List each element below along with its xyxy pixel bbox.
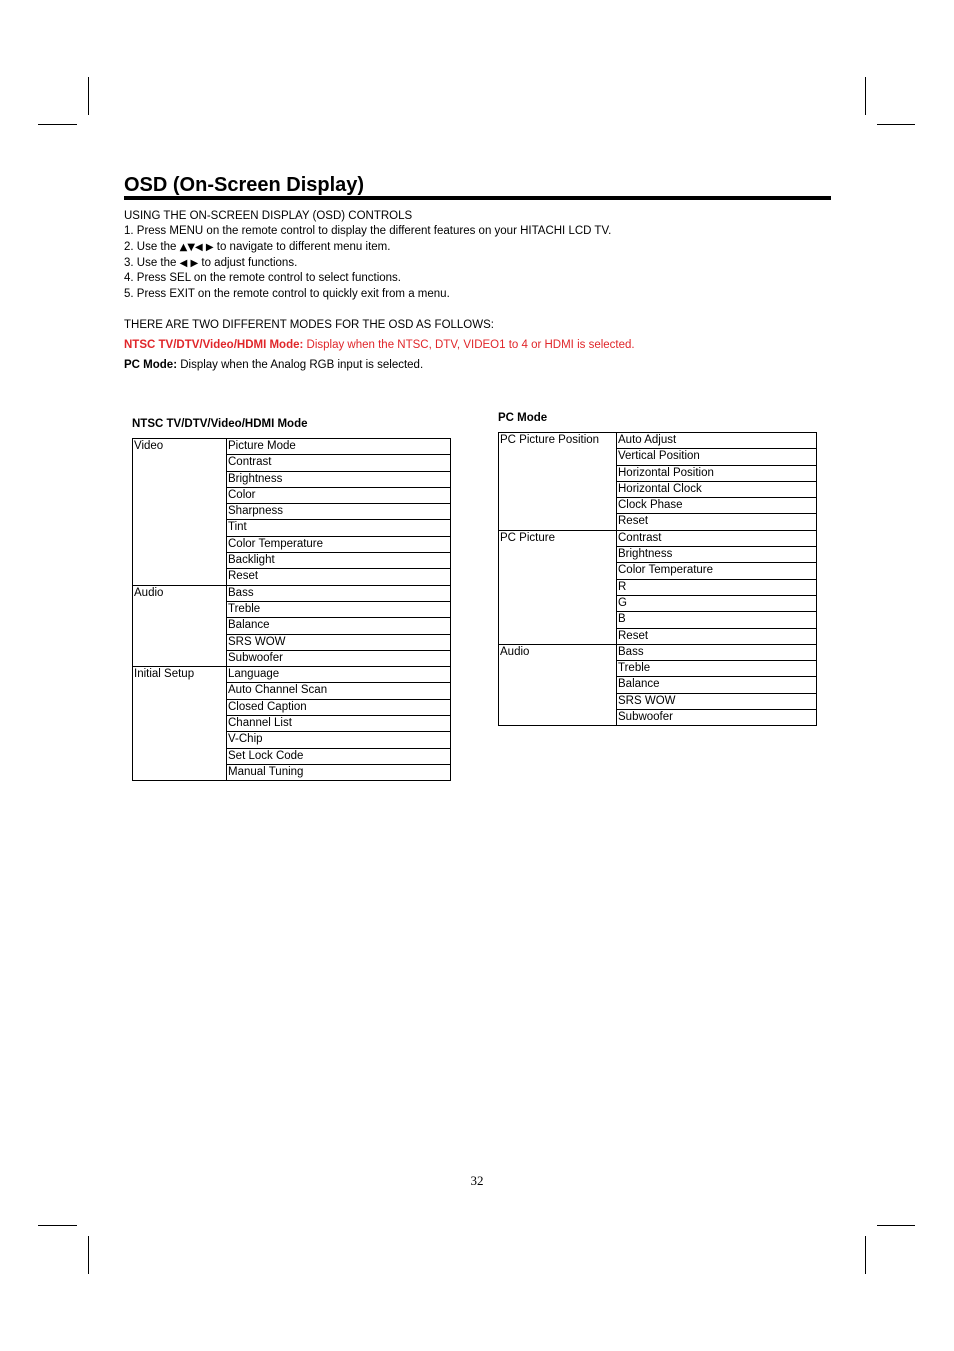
menu-item: Reset bbox=[617, 514, 817, 530]
menu-item: V-Chip bbox=[227, 732, 451, 748]
menu-item: Contrast bbox=[617, 530, 817, 546]
menu-item: Balance bbox=[227, 618, 451, 634]
menu-item: Picture Mode bbox=[227, 439, 451, 455]
crop-mark bbox=[877, 1225, 915, 1226]
menu-item: Color bbox=[227, 487, 451, 503]
step-5: 5. Press EXIT on the remote control to quickly exit from a menu. bbox=[124, 288, 450, 300]
menu-item: Balance bbox=[617, 677, 817, 693]
crop-mark bbox=[38, 124, 77, 125]
menu-item: Auto Channel Scan bbox=[227, 683, 451, 699]
step-2 bbox=[124, 240, 390, 255]
menu-item: Treble bbox=[227, 601, 451, 617]
crop-mark bbox=[38, 1225, 77, 1226]
menu-item: Set Lock Code bbox=[227, 748, 451, 764]
arrow-keys-icon: ▲▼◀ ▶ bbox=[179, 242, 214, 253]
step-2-suffix: to navigate to different menu item. bbox=[213, 241, 391, 253]
menu-item: Backlight bbox=[227, 553, 451, 569]
menu-item: Subwoofer bbox=[617, 710, 817, 726]
menu-item: Channel List bbox=[227, 716, 451, 732]
menu-item: Clock Phase bbox=[617, 498, 817, 514]
table-row bbox=[499, 433, 817, 449]
menu-item: Subwoofer bbox=[227, 650, 451, 666]
page-title: OSD (On-Screen Display) bbox=[124, 172, 831, 200]
menu-group-name: Audio bbox=[499, 644, 617, 725]
step-1: 1. Press MENU on the remote control to display the different features on your HITACHI LCD TV. bbox=[124, 225, 612, 237]
intro-heading: USING THE ON-SCREEN DISPLAY (OSD) CONTROLS bbox=[124, 210, 413, 222]
menu-item: Language bbox=[227, 667, 451, 683]
table-row bbox=[499, 530, 817, 546]
menu-group-name: Initial Setup bbox=[133, 667, 227, 781]
crop-mark bbox=[88, 77, 89, 115]
step-3-suffix: to adjust functions. bbox=[198, 257, 298, 269]
menu-item: Bass bbox=[617, 644, 817, 660]
menu-item: Reset bbox=[617, 628, 817, 644]
menu-group-name: PC Picture Position bbox=[499, 433, 617, 531]
menu-item: Horizontal Clock bbox=[617, 481, 817, 497]
menu-item: R bbox=[617, 579, 817, 595]
menu-item: Reset bbox=[227, 569, 451, 585]
menu-item: Color Temperature bbox=[227, 536, 451, 552]
menu-item: Treble bbox=[617, 661, 817, 677]
pc-mode-description bbox=[124, 358, 423, 373]
step-3-prefix: 3. Use the bbox=[124, 257, 180, 269]
ntsc-mode-text: Display when the NTSC, DTV, VIDEO1 to 4 or HDMI is selected. bbox=[303, 339, 635, 351]
crop-mark bbox=[877, 124, 915, 125]
menu-item: SRS WOW bbox=[617, 693, 817, 709]
menu-group-name: Audio bbox=[133, 585, 227, 666]
crop-mark bbox=[88, 1236, 89, 1274]
menu-item: Sharpness bbox=[227, 504, 451, 520]
table-row bbox=[133, 667, 451, 683]
step-2-prefix: 2. Use the bbox=[124, 241, 180, 253]
menu-item: Manual Tuning bbox=[227, 764, 451, 780]
page-number: 32 bbox=[470, 1173, 484, 1188]
left-right-arrows-icon: ◀ ▶ bbox=[179, 258, 199, 269]
pc-menu-table bbox=[498, 432, 817, 726]
pc-mode-label: PC Mode: bbox=[124, 359, 178, 371]
menu-item: Brightness bbox=[227, 471, 451, 487]
menu-item: SRS WOW bbox=[227, 634, 451, 650]
menu-item: Tint bbox=[227, 520, 451, 536]
menu-item: Brightness bbox=[617, 547, 817, 563]
menu-item: G bbox=[617, 595, 817, 611]
ntsc-table-caption: NTSC TV/DTV/Video/HDMI Mode bbox=[132, 418, 308, 430]
menu-item: Color Temperature bbox=[617, 563, 817, 579]
menu-item: Vertical Position bbox=[617, 449, 817, 465]
menu-item: Contrast bbox=[227, 455, 451, 471]
menu-item: Horizontal Position bbox=[617, 465, 817, 481]
menu-group-name: PC Picture bbox=[499, 530, 617, 644]
ntsc-menu-table bbox=[132, 438, 451, 781]
crop-mark bbox=[865, 1236, 866, 1274]
pc-table-caption: PC Mode bbox=[498, 412, 548, 424]
menu-group-name: Video bbox=[133, 439, 227, 586]
table-row bbox=[133, 439, 451, 455]
menu-item: Auto Adjust bbox=[617, 433, 817, 449]
table-row bbox=[133, 585, 451, 601]
crop-mark bbox=[865, 77, 866, 115]
menu-item: Bass bbox=[227, 585, 451, 601]
step-4: 4. Press SEL on the remote control to select functions. bbox=[124, 272, 401, 284]
menu-item: B bbox=[617, 612, 817, 628]
table-row bbox=[499, 644, 817, 660]
step-3 bbox=[124, 256, 297, 271]
ntsc-mode-label: NTSC TV/DTV/Video/HDMI Mode: bbox=[124, 339, 304, 351]
modes-heading: THERE ARE TWO DIFFERENT MODES FOR THE OSD AS FOLLOWS: bbox=[124, 319, 494, 331]
pc-mode-text: Display when the Analog RGB input is selected. bbox=[177, 359, 424, 371]
menu-item: Closed Caption bbox=[227, 699, 451, 715]
ntsc-mode-description bbox=[124, 338, 635, 353]
